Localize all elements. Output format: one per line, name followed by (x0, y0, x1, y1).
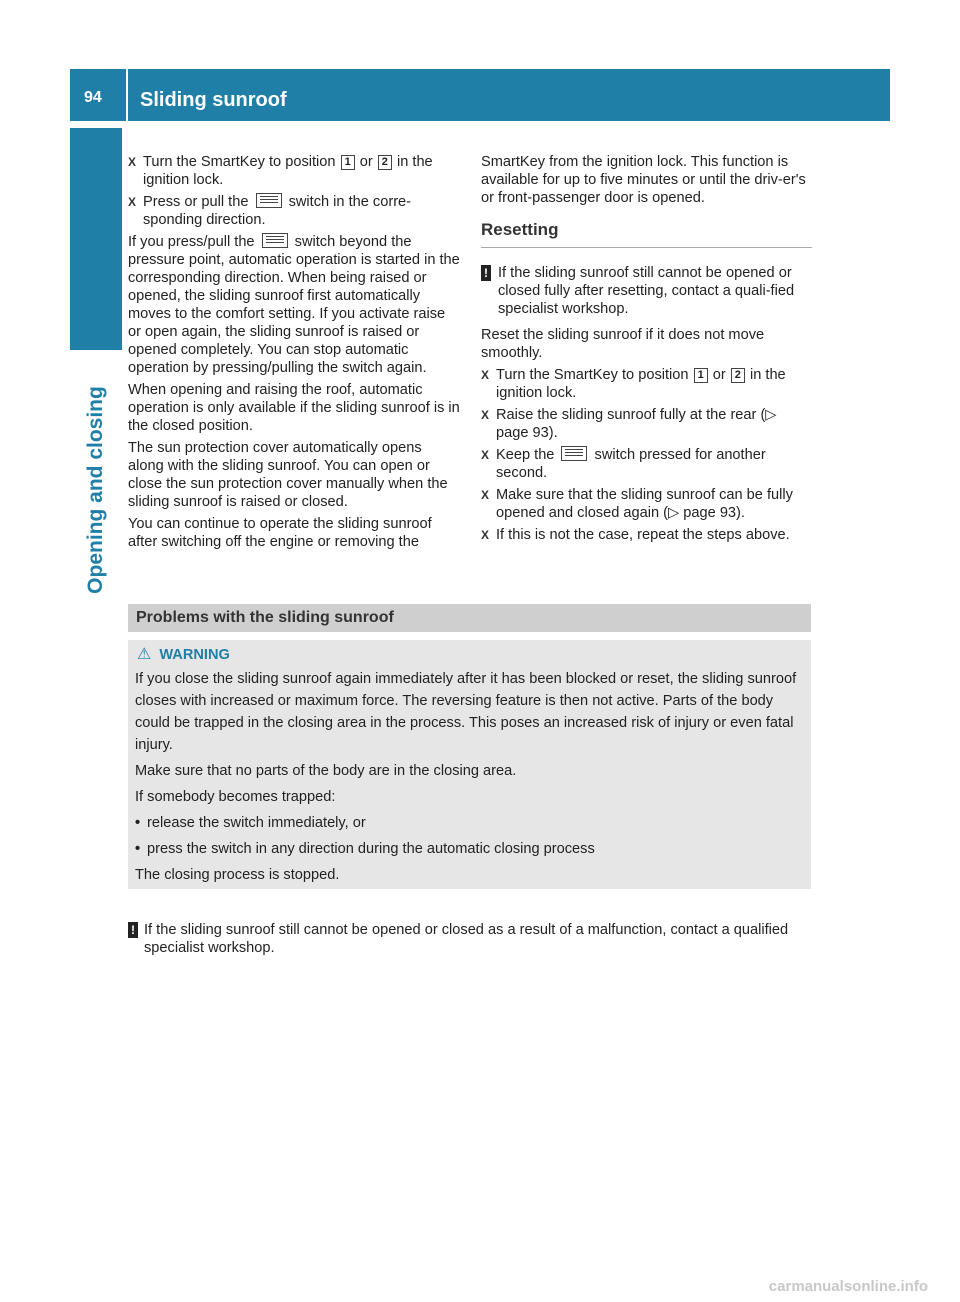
instruction-step: X If this is not the case, repeat the steps above. (481, 527, 790, 543)
malfunction-note: ! If the sliding sunroof still cannot be opened or closed as a result of a malfunction, contact a qualified specialist workshop. (128, 921, 811, 957)
instruction-step: X Turn the SmartKey to position 1 or 2 in the ignition lock. (481, 367, 786, 401)
warning-triangle-icon: ⚠ (137, 646, 152, 663)
chapter-side-label (70, 370, 122, 610)
chapter-label-text: Opening and closing (84, 386, 107, 594)
sunroof-switch-icon (262, 233, 288, 248)
sunroof-switch-icon (256, 193, 282, 208)
warning-paragraph: Make sure that no parts of the body are in the closing area. (135, 763, 517, 779)
step-arrow-icon: X (481, 368, 490, 382)
position-1-key-icon: 1 (341, 155, 355, 170)
warning-paragraph: If somebody becomes trapped: (135, 789, 336, 805)
list-item: • press the switch in any direction during the automatic closing process (135, 838, 804, 860)
paragraph: If you press/pull the switch beyond the pressure point, automatic operation is started in the corresponding direction. When being raised or opened, the sliding sunroof first automatically moves to the comfort setting. If you activate raise or open again, the sliding sunroof is raised or opened completely. You can stop automatic operation by pressing/pulling the switch again. (128, 234, 460, 376)
step-arrow-icon: X (128, 155, 137, 169)
left-column (128, 153, 461, 555)
step-arrow-icon: X (481, 448, 490, 462)
instruction-step: X Keep the switch pressed for another second. (481, 447, 766, 481)
page-title: Sliding sunroof (140, 89, 287, 111)
paragraph: Reset the sliding sunroof if it does not move smoothly. (481, 327, 765, 361)
sunroof-switch-icon (561, 446, 587, 461)
side-tab-block (70, 128, 122, 350)
position-1-key-icon: 1 (694, 368, 708, 383)
step-arrow-icon: X (481, 488, 490, 502)
list-item: • release the switch immediately, or (135, 812, 804, 834)
problems-section-heading: Problems with the sliding sunroof (128, 604, 811, 632)
note: ! If the sliding sunroof still cannot be opened or closed fully after resetting, contact a quali-fied specialist workshop. (481, 264, 812, 318)
page-header (70, 69, 890, 121)
instruction-step: X Turn the SmartKey to position 1 or 2 in the ignition lock. (128, 154, 433, 188)
step-arrow-icon: X (481, 528, 490, 542)
warning-paragraph: If you close the sliding sunroof again immediately after it has been blocked or reset, the sliding sunroof closes with increased or maximum force. The reversing feature is then not active. Parts of the body could be trapped in the closing area in the process. This poses an increased risk of injury or even fatal injury. (135, 671, 797, 753)
paragraph: SmartKey from the ignition lock. This function is available for up to five minutes or until the driv-er's or front-passenger door is opened. (481, 154, 806, 206)
step-arrow-icon: X (128, 195, 137, 209)
instruction-step: X Press or pull the switch in the corre-sponding direction. (128, 194, 412, 228)
right-column (481, 153, 812, 548)
warning-box (128, 640, 811, 889)
paragraph: When opening and raising the roof, automatic operation is only available if the sliding sunroof is in the closed position. (128, 382, 460, 434)
header-divider (126, 69, 128, 121)
warning-paragraph: The closing process is stopped. (135, 867, 340, 883)
position-2-key-icon: 2 (378, 155, 392, 170)
instruction-step: X Make sure that the sliding sunroof can be fully opened and closed again (▷ page 93). (481, 487, 793, 521)
resetting-heading: Resetting (481, 221, 812, 248)
position-2-key-icon: 2 (731, 368, 745, 383)
footer-watermark: carmanualsonline.info (768, 1278, 928, 1295)
instruction-step: X Raise the sliding sunroof fully at the rear (▷ page 93). (481, 407, 777, 441)
step-arrow-icon: X (481, 408, 490, 422)
exclamation-icon: ! (128, 922, 138, 938)
exclamation-icon: ! (481, 265, 491, 281)
warning-title: ⚠ WARNING (135, 644, 804, 666)
paragraph: The sun protection cover automatically opens along with the sliding sunroof. You can open or close the sun protection cover manually when the sliding sunroof is raised or closed. (128, 440, 448, 510)
paragraph: You can continue to operate the sliding sunroof after switching off the engine or removing the (128, 516, 432, 550)
page-number: 94 (84, 89, 102, 106)
